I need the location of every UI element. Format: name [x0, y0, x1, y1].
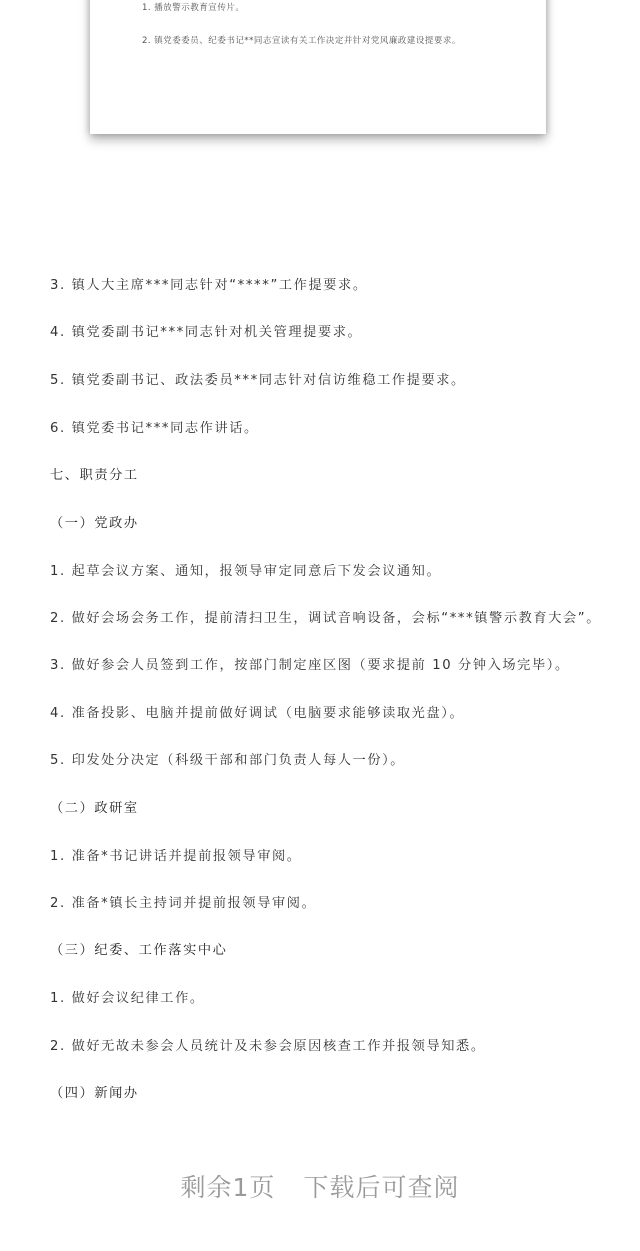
preview-line-1: 1. 播放警示教育宣传片。 [142, 3, 245, 13]
remaining-pages-label: 剩余1页 [180, 1173, 276, 1202]
subsection-heading: （三）纪委、工作落实中心 [50, 943, 228, 958]
subsection-heading: （一）党政办 [50, 516, 139, 531]
list-item: 1. 起草会议方案、通知，报领导审定同意后下发会议通知。 [50, 564, 442, 579]
subsection-heading: （二）政研室 [50, 801, 139, 816]
list-item: 4. 镇党委副书记***同志针对机关管理提要求。 [50, 325, 363, 340]
list-item: 5. 印发处分决定（科级干部和部门负责人每人一份）。 [50, 753, 406, 768]
list-item: 4. 准备投影、电脑并提前做好调试（电脑要求能够读取光盘）。 [50, 706, 465, 721]
section-heading: 七、职责分工 [50, 468, 139, 483]
list-item: 2. 准备*镇长主持词并提前报领导审阅。 [50, 896, 317, 911]
list-item: 1. 做好会议纪律工作。 [50, 991, 205, 1006]
list-item: 2. 做好会场会务工作，提前清扫卫生，调试音响设备，会标“***镇警示教育大会”。 [50, 611, 602, 626]
download-prompt[interactable] [0, 1168, 640, 1204]
subsection-heading: （四）新闻办 [50, 1086, 139, 1101]
list-item: 2. 做好无故未参会人员统计及未参会原因核查工作并报领导知悉。 [50, 1039, 486, 1054]
preview-line-2: 2. 镇党委委员、纪委书记**同志宣读有关工作决定并针对党风廉政建设提要求。 [142, 36, 461, 46]
list-item: 3. 镇人大主席***同志针对“****”工作提要求。 [50, 278, 368, 293]
list-item: 1. 准备*书记讲话并提前报领导审阅。 [50, 849, 302, 864]
document-preview-card [90, 0, 546, 134]
download-to-view-label: 下载后可查阅 [303, 1173, 460, 1202]
list-item: 3. 做好参会人员签到工作，按部门制定座区图（要求提前 10 分钟入场完毕）。 [50, 658, 570, 673]
list-item: 5. 镇党委副书记、政法委员***同志针对信访维稳工作提要求。 [50, 373, 466, 388]
list-item: 6. 镇党委书记***同志作讲话。 [50, 421, 259, 436]
